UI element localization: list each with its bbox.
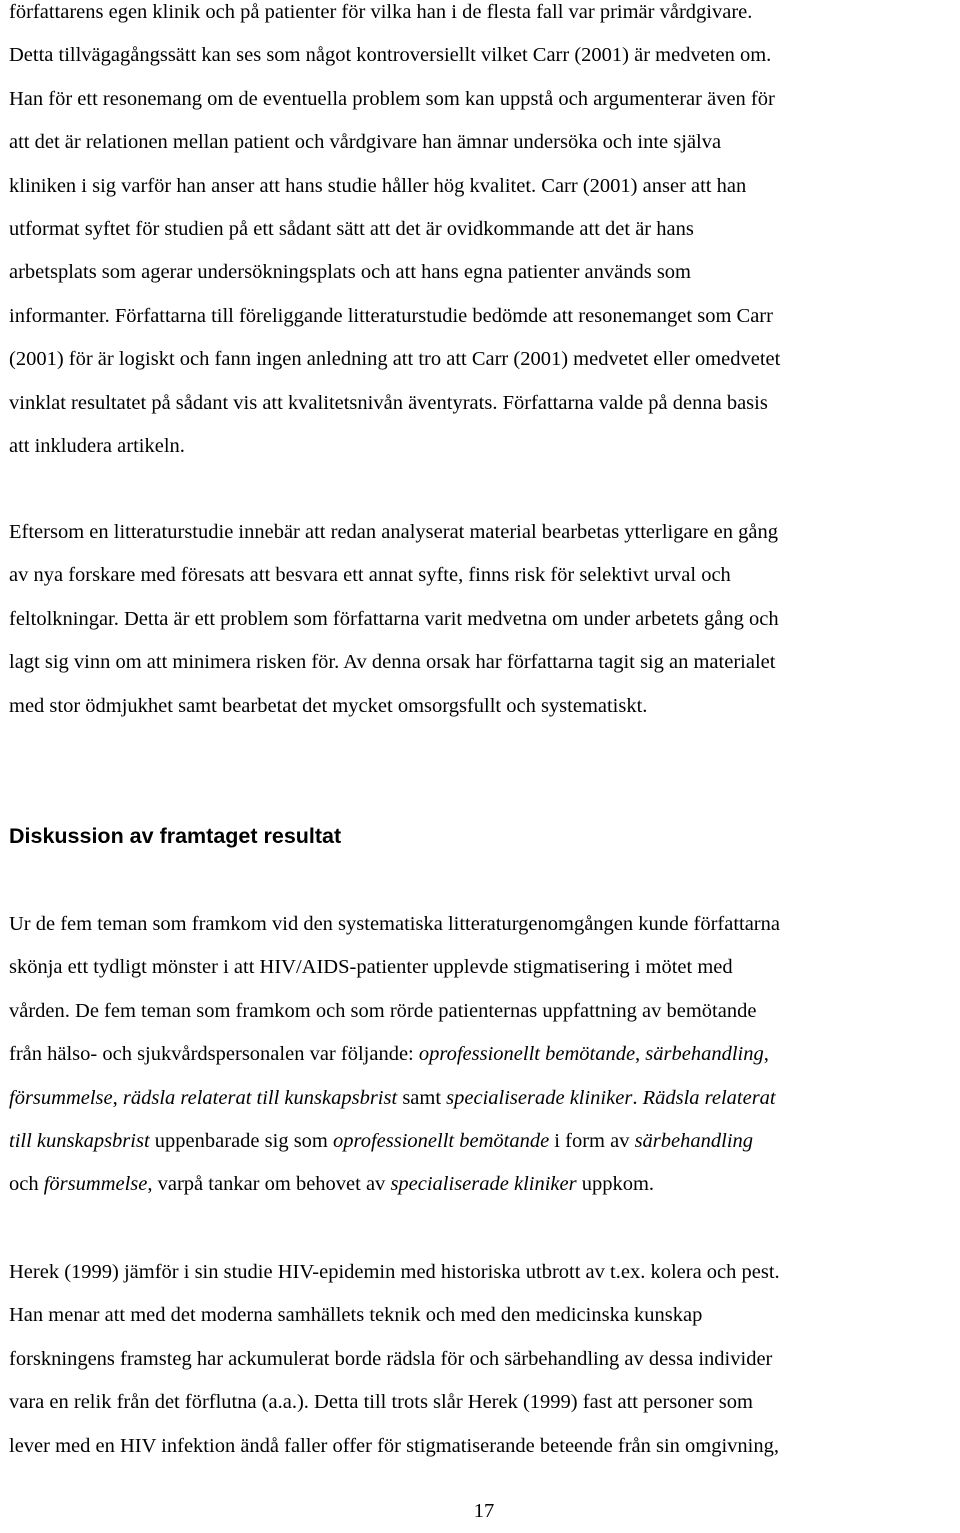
text-line [9,208,959,251]
section-heading: Diskussion av framtaget resultat [9,824,342,848]
text-line [9,554,959,597]
text-line [9,1381,959,1424]
text-run: Ur de fem teman som framkom vid den systematiska litteraturgenomgången kunde författarna [9,913,780,935]
italic-text: specialiserade kliniker [390,1173,577,1196]
paragraph [9,511,959,728]
text-line [9,685,959,728]
text-run: Detta tillvägagångssätt kan ses som något kontroversiellt vilket Carr (2001) är medveten om. [9,44,772,67]
text-line [9,1251,959,1294]
text-line [9,511,959,554]
text-run: från hälso- och sjukvårdspersonalen var följande: [9,1043,419,1066]
text-line [9,1077,959,1120]
text-run: forskningens framsteg har ackumulerat borde rädsla för och särbehandling av dessa individer [9,1347,773,1370]
text-line [9,338,959,381]
text-run: och [9,1173,44,1196]
italic-text: särbehandling [634,1129,754,1152]
italic-text: Rädsla relaterat [642,1086,776,1109]
italic-text: specialiserade kliniker [446,1086,633,1109]
text-run: Han för ett resonemang om de eventuella problem som kan uppstå och argumenterar även för [9,87,775,110]
text-run: att inkludera artikeln. [9,434,185,457]
italic-text: till kunskapsbrist [9,1129,150,1152]
text-run: Herek (1999) jämför i sin studie HIV-epidemin med historiska utbrott av t.ex. kolera och pest. [9,1261,780,1283]
italic-text: rädsla relaterat till kunskapsbrist [122,1086,398,1109]
text-line [9,34,959,77]
text-run: vara en relik från det förflutna (a.a.). Detta till trots slår Herek (1999) fast att personer som [9,1391,753,1414]
text-line [9,903,959,946]
text-run: uppenbarade sig som [149,1129,333,1152]
text-line [9,641,959,684]
italic-text: försummelse [9,1086,113,1109]
italic-text: försummelse [43,1173,148,1196]
text-run: vården. De fem teman som framkom och som rörde patienternas uppfattning av bemötande [9,999,757,1022]
text-run: , varpå tankar om behovet av [147,1173,391,1196]
paragraph [9,1251,959,1468]
text-run: , [763,1043,769,1066]
text-run: lever med en HIV infektion ändå faller offer för stigmatiserande beteende från sin omgivning, [9,1434,780,1457]
text-line [9,1338,959,1381]
italic-text: oprofessionellt bemötande [418,1043,636,1066]
text-run: (2001) för är logiskt och fann ingen anledning att tro att Carr (2001) medvetet eller omedvetet [9,348,781,371]
text-run: samt [397,1086,447,1109]
text-line [9,1425,959,1468]
text-run: lagt sig vinn om att minimera risken för. Av denna orsak har författarna tagit sig an materialet [9,651,776,674]
text-run: utformat syftet för studien på ett sådant sätt att det är ovidkommande att det är hans [9,217,694,240]
text-run: , [635,1043,646,1066]
text-run: skönja ett tydligt mönster i att HIV/AIDS-patienter upplevde stigmatisering i mötet med [9,956,733,979]
text-line [9,1033,959,1076]
text-run: kliniken i sig varför han anser att hans studie håller hög kvalitet. Carr (2001) anser att han [9,174,747,197]
text-run: med stor ödmjukhet samt bearbetat det mycket omsorgsfullt och systematiskt. [9,694,648,717]
text-line [9,251,959,294]
text-run: Eftersom en litteraturstudie innebär att redan analyserat material bearbetas ytterligare en gång [9,521,778,543]
text-line [9,165,959,208]
text-line [9,78,959,121]
page-number: 17 [473,1500,495,1522]
text-line [9,1294,959,1337]
text-line [9,990,959,1033]
text-run: uppkom. [576,1173,655,1196]
text-line [9,425,959,468]
text-run: informanter. Författarna till föreliggande litteraturstudie bedömde att resonemanget som Carr [9,304,773,327]
text-line [9,295,959,338]
text-run: , [112,1086,123,1109]
text-line [9,121,959,164]
text-line [9,382,959,425]
text-line [9,598,959,641]
text-run: arbetsplats som agerar undersökningsplats och att hans egna patienter används som [9,261,692,284]
text-run: att det är relationen mellan patient och vårdgivare han ämnar undersöka och inte själva [9,131,722,154]
text-run: Han menar att med det moderna samhällets teknik och med den medicinska kunskap [9,1304,703,1327]
text-line [9,1163,959,1206]
text-line [9,1120,959,1163]
italic-text: särbehandling [645,1043,764,1066]
text-run: författarens egen klinik och på patienter för vilka han i de flesta fall var primär vårdgivare. [9,1,753,23]
italic-text: oprofessionellt bemötande [333,1129,550,1152]
text-run: i form av [549,1129,635,1152]
text-line [9,0,959,34]
text-run: feltolkningar. Detta är ett problem som författarna varit medvetna om under arbetets gång och [9,607,779,630]
text-line [9,946,959,989]
paragraph [9,903,959,1207]
text-run: . [632,1086,643,1109]
text-run: vinklat resultatet på sådant vis att kvalitetsnivån äventyrats. Författarna valde på denna basis [9,391,768,414]
text-run: av nya forskare med föresats att besvara ett annat syfte, finns risk för selektivt urval och [9,564,731,587]
paragraph [9,0,959,468]
